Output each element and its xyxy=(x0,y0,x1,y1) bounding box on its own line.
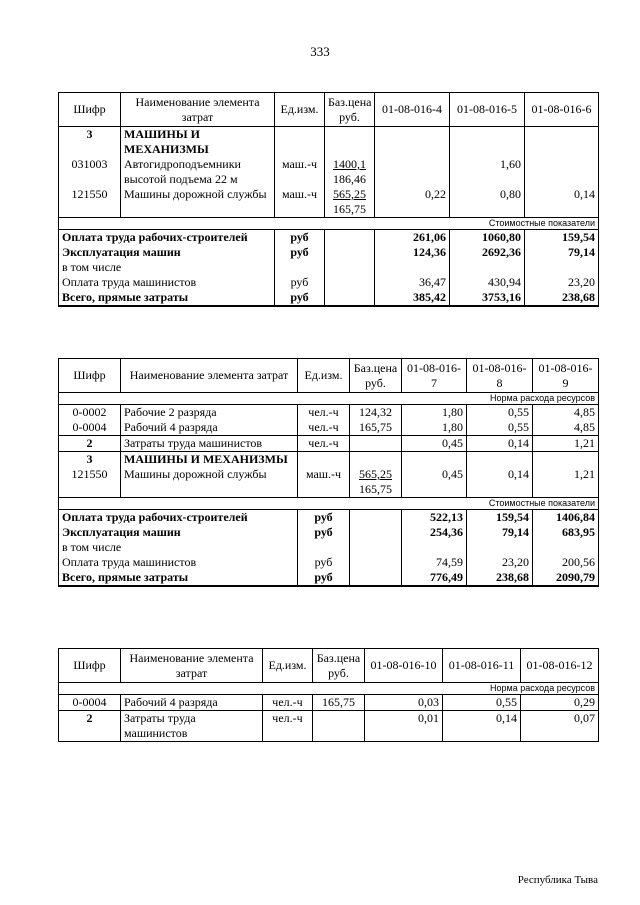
resource-table-3 xyxy=(58,648,599,742)
price-top: 565,25 xyxy=(359,467,392,481)
header-name: Наименование элемента затрат xyxy=(121,359,298,393)
total-value: 254,36 xyxy=(402,525,467,540)
row-value xyxy=(375,157,450,187)
row-value: 0,29 xyxy=(521,695,599,711)
total-label: Оплата труда рабочих-строителей xyxy=(59,230,275,246)
header-col-1: 01-08-016-10 xyxy=(365,649,443,683)
row-value: 1,80 xyxy=(402,420,467,436)
row-name: Затраты труда машинистов xyxy=(121,436,298,452)
row-unit: маш.-ч xyxy=(275,157,325,187)
header-col-2: 01-08-016-8 xyxy=(467,359,533,393)
row-value: 0,14 xyxy=(525,187,599,218)
header-col-3: 01-08-016-12 xyxy=(521,649,599,683)
row-code: 031003 xyxy=(59,157,121,187)
row-value: 0,22 xyxy=(375,187,450,218)
price-bottom: 165,75 xyxy=(333,202,366,216)
price-bottom: 165,75 xyxy=(359,482,392,496)
cost-indicators-label: Стоимостные показатели xyxy=(59,498,599,510)
header-unit: Ед.изм. xyxy=(298,359,350,393)
row-code: 2 xyxy=(59,436,121,452)
row-price xyxy=(325,157,375,187)
row-name: Рабочие 2 разряда xyxy=(121,405,298,421)
total-value: 776,49 xyxy=(402,570,467,586)
price-top: 1400,1 xyxy=(333,157,366,171)
total-unit: руб xyxy=(275,275,325,290)
header-col-2: 01-08-016-11 xyxy=(443,649,521,683)
total-value: 2090,79 xyxy=(533,570,599,586)
total-value: 36,47 xyxy=(375,275,450,290)
section-code: 3 xyxy=(59,452,121,468)
total-unit: руб xyxy=(298,555,350,570)
row-unit: чел.-ч xyxy=(298,420,350,436)
header-name: Наименование элемента затрат xyxy=(121,649,263,683)
row-code: 121550 xyxy=(59,467,121,498)
row-code: 0-0002 xyxy=(59,405,121,421)
section-name: МАШИНЫ И МЕХАНИЗМЫ xyxy=(121,452,298,468)
row-name: Затраты труда машинистов xyxy=(121,711,263,742)
row-value: 0,45 xyxy=(402,436,467,452)
row-value: 0,03 xyxy=(365,695,443,711)
total-value: 23,20 xyxy=(467,555,533,570)
header-col-3: 01-08-016-9 xyxy=(533,359,599,393)
row-unit: чел.-ч xyxy=(263,711,313,742)
row-value: 0,14 xyxy=(467,467,533,498)
total-label: Всего, прямые затраты xyxy=(59,290,275,306)
row-value: 1,21 xyxy=(533,436,599,452)
row-value: 1,80 xyxy=(402,405,467,421)
cost-indicators-label: Стоимостные показатели xyxy=(59,218,599,230)
total-label: Оплата труда машинистов xyxy=(59,275,275,290)
price-bottom: 186,46 xyxy=(333,172,366,186)
header-name: Наименование элемента затрат xyxy=(121,93,275,127)
resource-table-2 xyxy=(58,358,599,587)
row-unit: чел.-ч xyxy=(298,436,350,452)
total-value: 79,14 xyxy=(467,525,533,540)
row-value: 0,14 xyxy=(467,436,533,452)
row-value: 0,07 xyxy=(521,711,599,742)
total-label: Эксплуатация машин xyxy=(59,525,298,540)
total-value: 159,54 xyxy=(525,230,599,246)
total-value: 159,54 xyxy=(467,510,533,526)
total-value: 200,56 xyxy=(533,555,599,570)
total-value: 2692,36 xyxy=(450,245,525,260)
row-price: 165,75 xyxy=(350,420,402,436)
row-value: 0,55 xyxy=(443,695,521,711)
row-value xyxy=(525,157,599,187)
resource-norm-label: Норма расхода ресурсов xyxy=(59,683,599,695)
row-value: 4,85 xyxy=(533,405,599,421)
total-label: Оплата труда рабочих-строителей xyxy=(59,510,298,526)
total-value: 238,68 xyxy=(467,570,533,586)
total-label: в том числе xyxy=(59,540,298,555)
total-value: 124,36 xyxy=(375,245,450,260)
row-price: 124,32 xyxy=(350,405,402,421)
total-label: Всего, прямые затраты xyxy=(59,570,298,586)
total-value: 238,68 xyxy=(525,290,599,306)
row-price: 165,75 xyxy=(313,695,365,711)
total-value: 522,13 xyxy=(402,510,467,526)
header-base-price: Баз.цена руб. xyxy=(350,359,402,393)
row-name: Рабочий 4 разряда xyxy=(121,695,263,711)
header-code: Шифр xyxy=(59,359,121,393)
total-value: 74,59 xyxy=(402,555,467,570)
section-name: МАШИНЫ И МЕХАНИЗМЫ xyxy=(121,127,275,158)
total-value: 23,20 xyxy=(525,275,599,290)
total-unit: руб xyxy=(298,570,350,586)
total-value: 385,42 xyxy=(375,290,450,306)
total-unit: руб xyxy=(275,245,325,260)
total-unit: руб xyxy=(275,230,325,246)
header-code: Шифр xyxy=(59,93,121,127)
row-unit: чел.-ч xyxy=(298,405,350,421)
row-unit: маш.-ч xyxy=(298,467,350,498)
header-col-3: 01-08-016-6 xyxy=(525,93,599,127)
header-unit: Ед.изм. xyxy=(275,93,325,127)
total-unit: руб xyxy=(298,510,350,526)
row-price xyxy=(325,187,375,218)
row-value: 0,80 xyxy=(450,187,525,218)
price-top: 565,25 xyxy=(333,187,366,201)
header-col-2: 01-08-016-5 xyxy=(450,93,525,127)
resource-norm-label: Норма расхода ресурсов xyxy=(59,393,599,405)
header-base-price: Баз.цена руб. xyxy=(313,649,365,683)
total-label: Оплата труда машинистов xyxy=(59,555,298,570)
total-label: в том числе xyxy=(59,260,275,275)
resource-table-1 xyxy=(58,92,599,307)
row-value: 4,85 xyxy=(533,420,599,436)
row-code: 0-0004 xyxy=(59,695,121,711)
header-col-1: 01-08-016-7 xyxy=(402,359,467,393)
header-col-1: 01-08-016-4 xyxy=(375,93,450,127)
row-value: 1,21 xyxy=(533,467,599,498)
total-unit: руб xyxy=(275,290,325,306)
footer-region: Республика Тыва xyxy=(517,874,598,886)
total-value: 79,14 xyxy=(525,245,599,260)
row-code: 2 xyxy=(59,711,121,742)
total-unit: руб xyxy=(298,525,350,540)
row-code: 0-0004 xyxy=(59,420,121,436)
total-value: 683,95 xyxy=(533,525,599,540)
row-unit: маш.-ч xyxy=(275,187,325,218)
row-value: 1,60 xyxy=(450,157,525,187)
total-value: 3753,16 xyxy=(450,290,525,306)
total-value: 1060,80 xyxy=(450,230,525,246)
row-code: 121550 xyxy=(59,187,121,218)
row-value: 0,55 xyxy=(467,405,533,421)
total-value: 430,94 xyxy=(450,275,525,290)
row-value: 0,14 xyxy=(443,711,521,742)
total-value: 1406,84 xyxy=(533,510,599,526)
row-name: Рабочий 4 разряда xyxy=(121,420,298,436)
row-value: 0,45 xyxy=(402,467,467,498)
page-number: 333 xyxy=(310,44,330,59)
row-name: Автогидроподъемники высотой подъема 22 м xyxy=(121,157,275,187)
row-unit: чел.-ч xyxy=(263,695,313,711)
header-code: Шифр xyxy=(59,649,121,683)
row-value: 0,01 xyxy=(365,711,443,742)
row-name: Машины дорожной службы xyxy=(121,467,298,498)
row-name: Машины дорожной службы xyxy=(121,187,275,218)
total-value: 261,06 xyxy=(375,230,450,246)
total-label: Эксплуатация машин xyxy=(59,245,275,260)
row-value: 0,55 xyxy=(467,420,533,436)
header-base-price: Баз.цена руб. xyxy=(325,93,375,127)
row-price xyxy=(350,467,402,498)
header-unit: Ед.изм. xyxy=(263,649,313,683)
section-code: 3 xyxy=(59,127,121,158)
